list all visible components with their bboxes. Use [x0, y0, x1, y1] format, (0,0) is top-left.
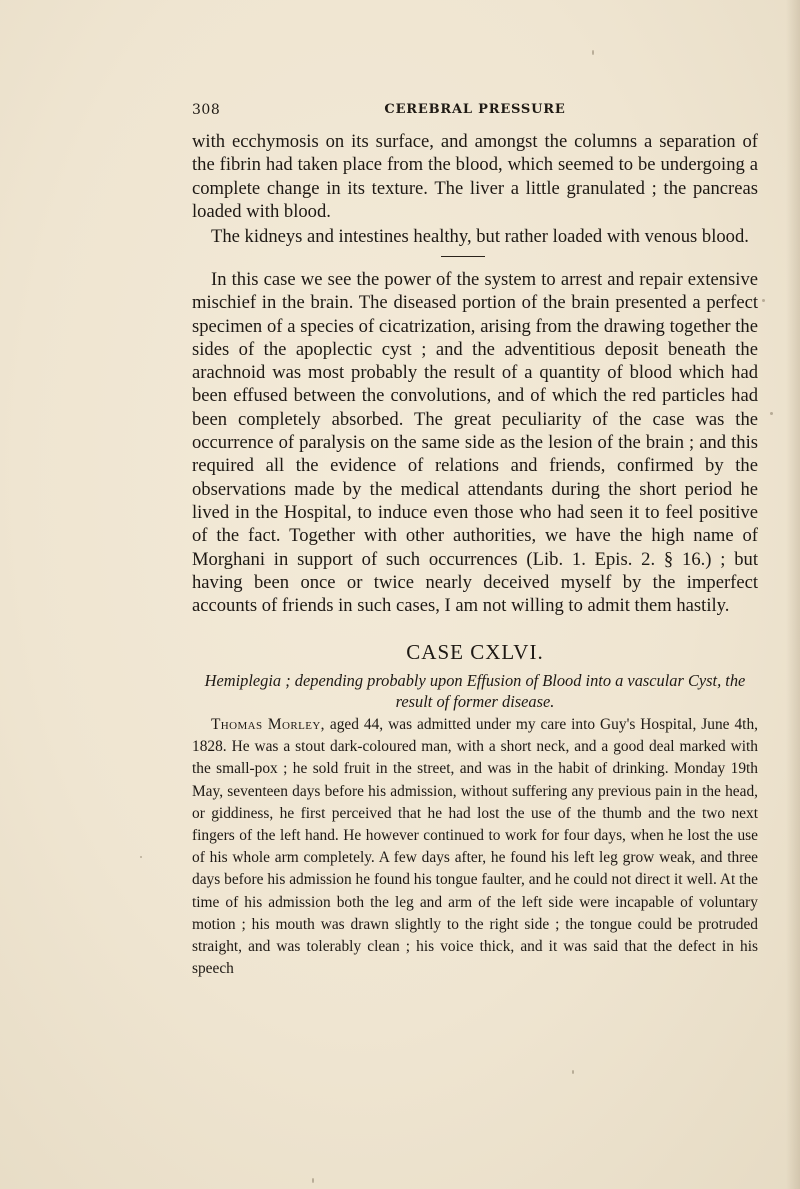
page-edge-shadow — [786, 0, 800, 1189]
paper-speck — [770, 412, 773, 415]
case-title: CASE CXLVI. — [406, 640, 544, 664]
case-subtitle: Hemiplegia ; depending probably upon Effusion of Blood into a vascular Cyst, the result of former disease. — [204, 671, 746, 711]
page-header — [192, 102, 758, 122]
paper-speck — [312, 1178, 314, 1183]
paragraph-kidneys: The kidneys and intestines healthy, but rather loaded with venous blood. — [211, 226, 749, 247]
paragraph-continued: with ecchymosis on its surface, and amongst the columns a separation of the fibrin had taken place from the blood, which seemed to be undergoing a complete change in its texture. The liver a little granulated ; the pancreas loaded with blood. — [192, 131, 758, 222]
patient-name: Thomas Morley, — [211, 716, 325, 733]
case-report-paragraph — [192, 714, 758, 980]
case-report-body: aged 44, was admitted under my care into Guy's Hospital, June 4th, 1828. He was a stout dark-coloured man, with a short neck, and a good deal marked with the small-pox ; he sold fruit in the street, and was in the habit of drinking. Monday 19th May, seventeen days before his admission, without suffering any previous pain in the head, or giddiness, he first perceived that he had lost the use of the thumb and the two next fingers of the left hand. He however continued to work for four days, when he lost the use of his whole arm completely. A few days after, he found his left leg grow weak, and three days before his admission he found his tongue faulter, and he could not direct it well. At the time of his admission both the leg and arm of the left side were incapable of voluntary motion ; his mouth was drawn slightly to the right side ; the tongue could be protruded straight, and was tolerably clean ; his voice thick, and it was said that the defect in his speech — [192, 716, 758, 978]
paper-speck — [592, 50, 594, 55]
page-number: 308 — [192, 102, 221, 118]
paper-speck — [762, 299, 765, 302]
paper-speck — [572, 1070, 574, 1074]
paper-speck — [140, 856, 142, 858]
section-divider — [441, 256, 485, 257]
running-head: CEREBRAL PRESSURE — [384, 102, 566, 117]
paragraph-commentary: In this case we see the power of the system to arrest and repair extensive mischief in the brain. The diseased portion of the brain presented a perfect specimen of a species of cicatrization, arising from the drawing together the sides of the apoplectic cyst ; and the adventitious deposit beneath the arachnoid was most probably the result of a quantity of blood which had been effused between the convolutions, and of which the red particles had been completely absorbed. The great peculiarity of the case was the occurrence of paralysis on the same side as the lesion of the brain ; and this required all the evidence of relations and friends, confirmed by the observations made by the medical attendants during the short period he lived in the Hospital, to induce even those who had seen it to feel positive of the fact. Together with other authorities, we have the high name of Morghani in support of such occurrences (Lib. 1. Epis. 2. § 16.) ; but having been once or twice nearly deceived myself by the imperfect accounts of friends in such cases, I am not willing to admit them hastily. — [192, 269, 758, 617]
